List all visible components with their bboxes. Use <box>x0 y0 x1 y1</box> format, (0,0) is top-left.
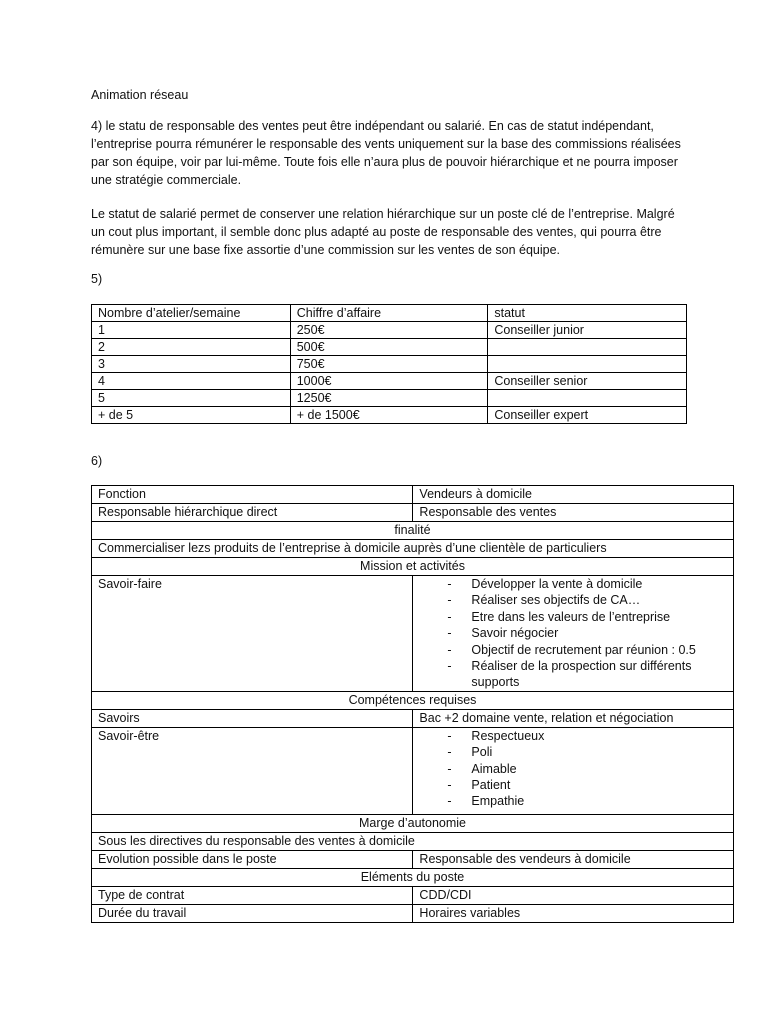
fonction-value: Vendeurs à domicile <box>413 486 734 504</box>
cell-chiffre: 750€ <box>290 356 488 373</box>
cell-statut: Conseiller senior <box>488 373 687 390</box>
list-item: - Empathie <box>471 793 727 809</box>
evolution-value: Responsable des vendeurs à domicile <box>413 850 734 868</box>
savoir-faire-list <box>419 576 727 691</box>
list-item: - Patient <box>471 777 727 793</box>
competences-header: Compétences requises <box>92 691 734 709</box>
evolution-label: Evolution possible dans le poste <box>92 850 413 868</box>
elements-header: Eléments du poste <box>92 868 734 886</box>
savoir-etre-list <box>419 728 727 810</box>
table-row <box>92 886 734 904</box>
cell-chiffre: 500€ <box>290 339 488 356</box>
list-item: - Objectif de recrutement par réunion : 0.5 <box>471 642 727 658</box>
table-header-row <box>92 305 687 322</box>
list-item: - Réaliser ses objectifs de CA… <box>471 592 727 608</box>
section-5-label: 5) <box>91 272 103 286</box>
table-row <box>92 832 734 850</box>
cell-ateliers: 1 <box>92 322 291 339</box>
responsable-value: Responsable des ventes <box>413 504 734 522</box>
savoirs-value: Bac +2 domaine vente, relation et négociation <box>413 709 734 727</box>
table-row <box>92 339 687 356</box>
savoir-etre-label: Savoir-être <box>92 727 413 814</box>
contrat-value: CDD/CDI <box>413 886 734 904</box>
table-row <box>92 322 687 339</box>
fiche-de-poste-table <box>91 485 734 923</box>
header-statut: statut <box>488 305 687 322</box>
finalite-text: Commercialiser lezs produits de l’entreprise à domicile auprès d’une clientèle de particuliers <box>92 540 734 558</box>
contrat-label: Type de contrat <box>92 886 413 904</box>
table-row <box>92 709 734 727</box>
mission-header: Mission et activités <box>92 558 734 576</box>
savoir-etre-cell <box>413 727 734 814</box>
cell-ateliers: 2 <box>92 339 291 356</box>
list-item: - Savoir négocier <box>471 625 727 641</box>
cell-chiffre: 250€ <box>290 322 488 339</box>
table-row <box>92 486 734 504</box>
responsable-label: Responsable hiérarchique direct <box>92 504 413 522</box>
cell-statut: Conseiller expert <box>488 407 687 424</box>
table-row <box>92 558 734 576</box>
finalite-header: finalité <box>92 522 734 540</box>
cell-chiffre: 1000€ <box>290 373 488 390</box>
savoirs-label: Savoirs <box>92 709 413 727</box>
table-row <box>92 691 734 709</box>
cell-ateliers: 5 <box>92 390 291 407</box>
savoir-faire-cell <box>413 576 734 692</box>
cell-statut <box>488 390 687 407</box>
list-item: - Poli <box>471 744 727 760</box>
table-row <box>92 356 687 373</box>
cell-statut <box>488 356 687 373</box>
document-heading: Animation réseau <box>91 88 189 102</box>
paragraph-statut-independant: 4) le statu de responsable des ventes peut être indépendant ou salarié. En cas de statut indépendant, l’entreprise pourra rémunérer le responsable des vents uniquement sur la base des commissions réalisées par son équipe, voir par lui-même. Toute fois elle n’aura plus de pouvoir hiérarchique et ne pourra imposer une stratégie commerciale. <box>91 119 681 187</box>
duree-label: Durée du travail <box>92 904 413 922</box>
table-row <box>92 373 687 390</box>
cell-ateliers: + de 5 <box>92 407 291 424</box>
header-chiffre: Chiffre d’affaire <box>290 305 488 322</box>
table-row <box>92 504 734 522</box>
table-row <box>92 814 734 832</box>
list-item: - Réaliser de la prospection sur différents supports <box>471 658 727 691</box>
list-item: - Respectueux <box>471 728 727 744</box>
cell-chiffre: + de 1500€ <box>290 407 488 424</box>
cell-ateliers: 4 <box>92 373 291 390</box>
table-row <box>92 868 734 886</box>
table-row <box>92 522 734 540</box>
autonomie-text: Sous les directives du responsable des ventes à domicile <box>92 832 734 850</box>
table-row <box>92 540 734 558</box>
list-item: - Aimable <box>471 761 727 777</box>
cell-ateliers: 3 <box>92 356 291 373</box>
table-row <box>92 576 734 692</box>
autonomie-header: Marge d’autonomie <box>92 814 734 832</box>
list-item: - Développer la vente à domicile <box>471 576 727 592</box>
section-6-label: 6) <box>91 454 103 468</box>
table-row <box>92 904 734 922</box>
cell-chiffre: 1250€ <box>290 390 488 407</box>
table-row <box>92 727 734 814</box>
table-row <box>92 407 687 424</box>
duree-value: Horaires variables <box>413 904 734 922</box>
fonction-label: Fonction <box>92 486 413 504</box>
table-row <box>92 850 734 868</box>
cell-statut: Conseiller junior <box>488 322 687 339</box>
list-item: - Etre dans les valeurs de l’entreprise <box>471 609 727 625</box>
savoir-faire-label: Savoir-faire <box>92 576 413 692</box>
ateliers-table <box>91 304 687 424</box>
paragraph-statut-salarie: Le statut de salarié permet de conserver une relation hiérarchique sur un poste clé de l’entreprise. Malgré un cout plus important, il semble donc plus adapté au poste de responsable des ventes, qui pourra être rémunère sur une base fixe assortie d’une commission sur les ventes de son équipe. <box>91 207 675 257</box>
cell-statut <box>488 339 687 356</box>
table-row <box>92 390 687 407</box>
header-ateliers: Nombre d’atelier/semaine <box>92 305 291 322</box>
